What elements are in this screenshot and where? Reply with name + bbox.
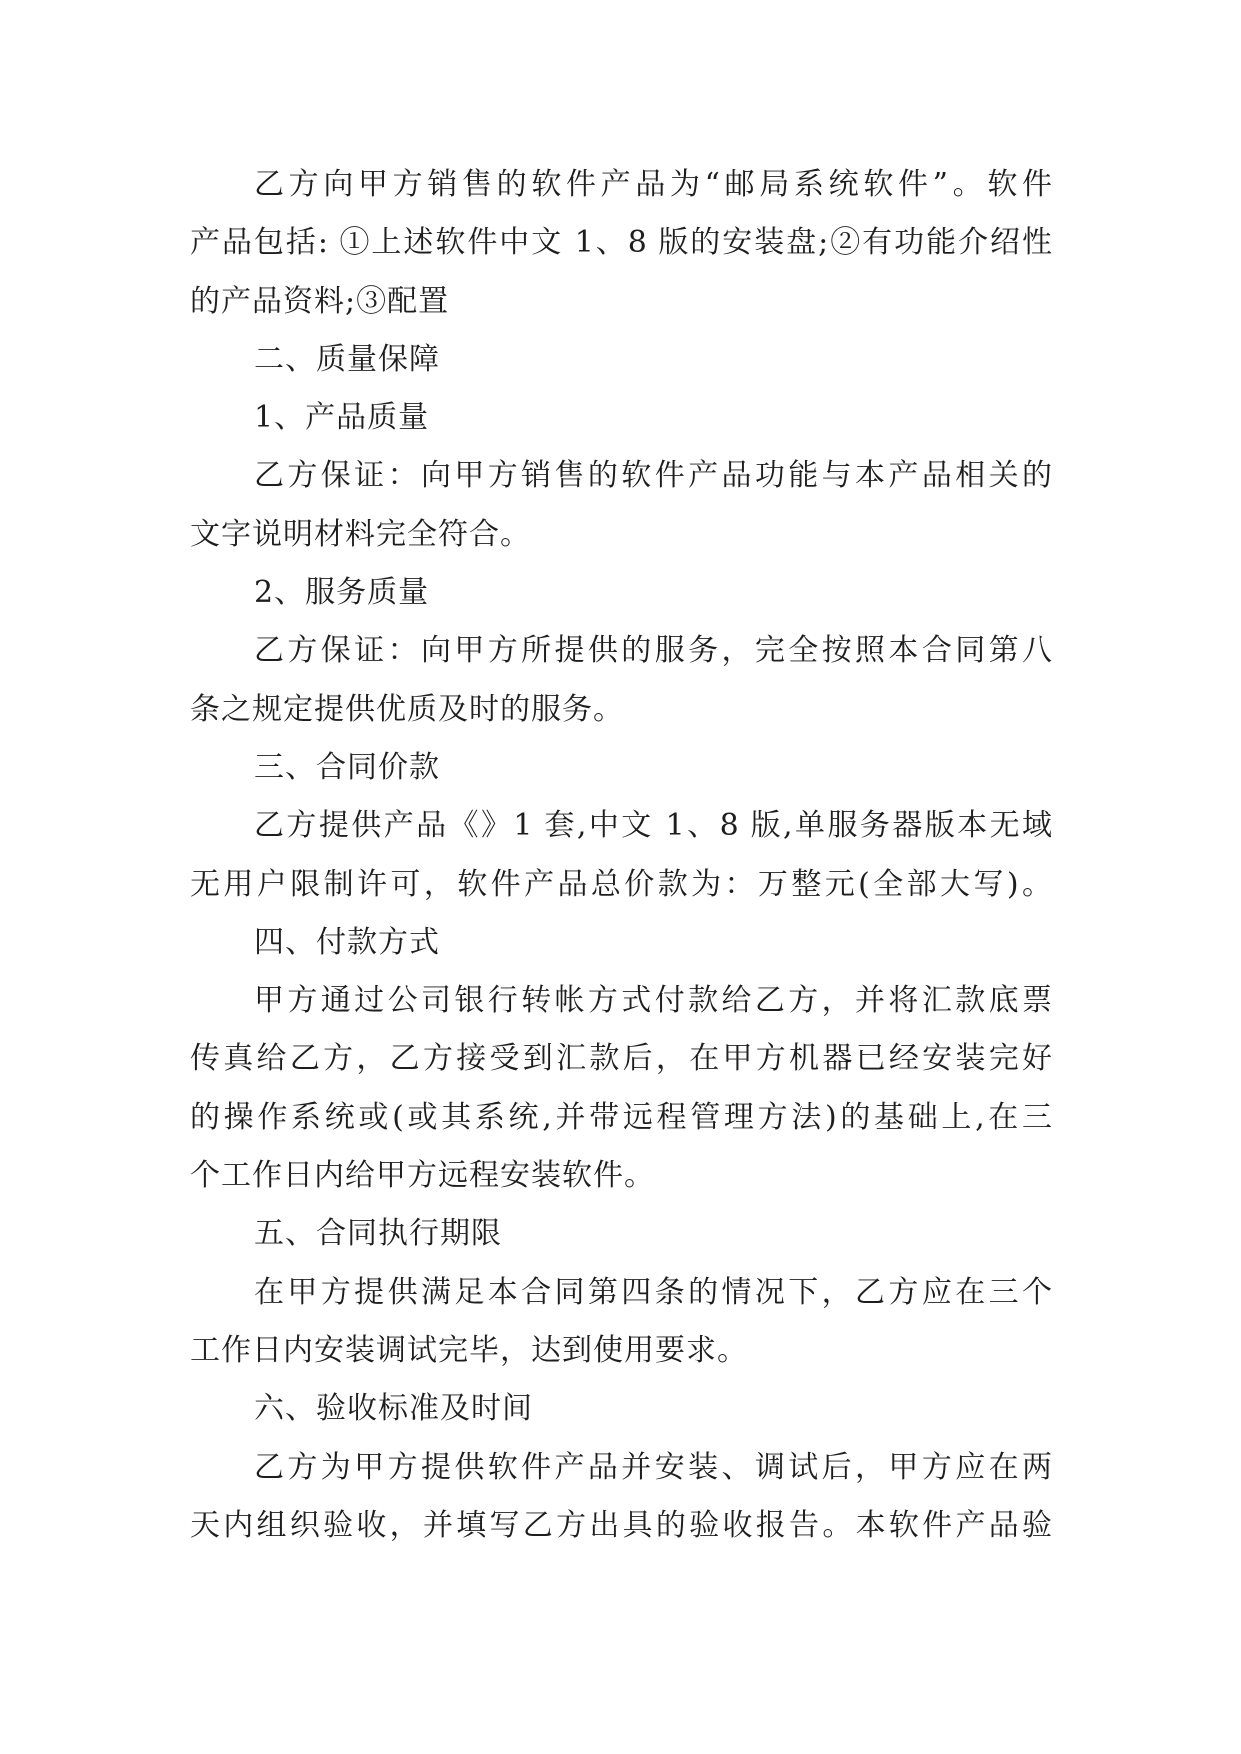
body-text-line: 文字说明材料完全符合。 xyxy=(190,516,531,552)
section-heading: 三、合同价款 xyxy=(254,749,440,785)
body-text-line: 个工作日内给甲方远程安装软件。 xyxy=(190,1158,655,1194)
body-text-line: 无用户限制许可，软件产品总价款为：万整元(全部大写)。 xyxy=(190,866,1052,902)
body-text-line: 甲方通过公司银行转帐方式付款给乙方，并将汇款底票 xyxy=(254,983,1052,1019)
body-text-line: 乙方保证：向甲方所提供的服务，完全按照本合同第八 xyxy=(254,633,1052,669)
document-body xyxy=(190,156,1052,1555)
section-heading: 二、质量保障 xyxy=(254,341,440,377)
body-text-line: 乙方保证：向甲方销售的软件产品功能与本产品相关的 xyxy=(254,458,1052,494)
body-text-line: 条之规定提供优质及时的服务。 xyxy=(190,691,624,727)
body-text-line: 传真给乙方，乙方接受到汇款后，在甲方机器已经安装完好 xyxy=(190,1041,1052,1077)
section-heading: 六、验收标准及时间 xyxy=(254,1391,533,1427)
body-text-line: 在甲方提供满足本合同第四条的情况下，乙方应在三个 xyxy=(254,1274,1052,1310)
body-text-line: 乙方向甲方销售的软件产品为“邮局系统软件”。软件 xyxy=(254,167,1052,202)
body-text-line: 产品包括: ①上述软件中文 1、8 版的安装盘;②有功能介绍性 xyxy=(190,225,1052,261)
body-text-line: 乙方为甲方提供软件产品并安装、调试后，甲方应在两 xyxy=(254,1449,1052,1485)
subsection-heading: 1、产品质量 xyxy=(254,400,430,436)
section-heading: 五、合同执行期限 xyxy=(254,1216,502,1252)
body-text-line: 的产品资料;③配置 xyxy=(190,283,450,319)
subsection-heading: 2、服务质量 xyxy=(254,575,430,611)
body-text-line: 工作日内安装调试完毕，达到使用要求。 xyxy=(190,1332,748,1368)
body-text-line: 天内组织验收，并填写乙方出具的验收报告。本软件产品验 xyxy=(190,1507,1052,1543)
section-heading: 四、付款方式 xyxy=(254,924,440,960)
body-text-line: 乙方提供产品《》1 套,中文 1、8 版,单服务器版本无域 xyxy=(254,808,1052,844)
body-text-line: 的操作系统或(或其系统,并带远程管理方法)的基础上,在三 xyxy=(190,1099,1052,1135)
